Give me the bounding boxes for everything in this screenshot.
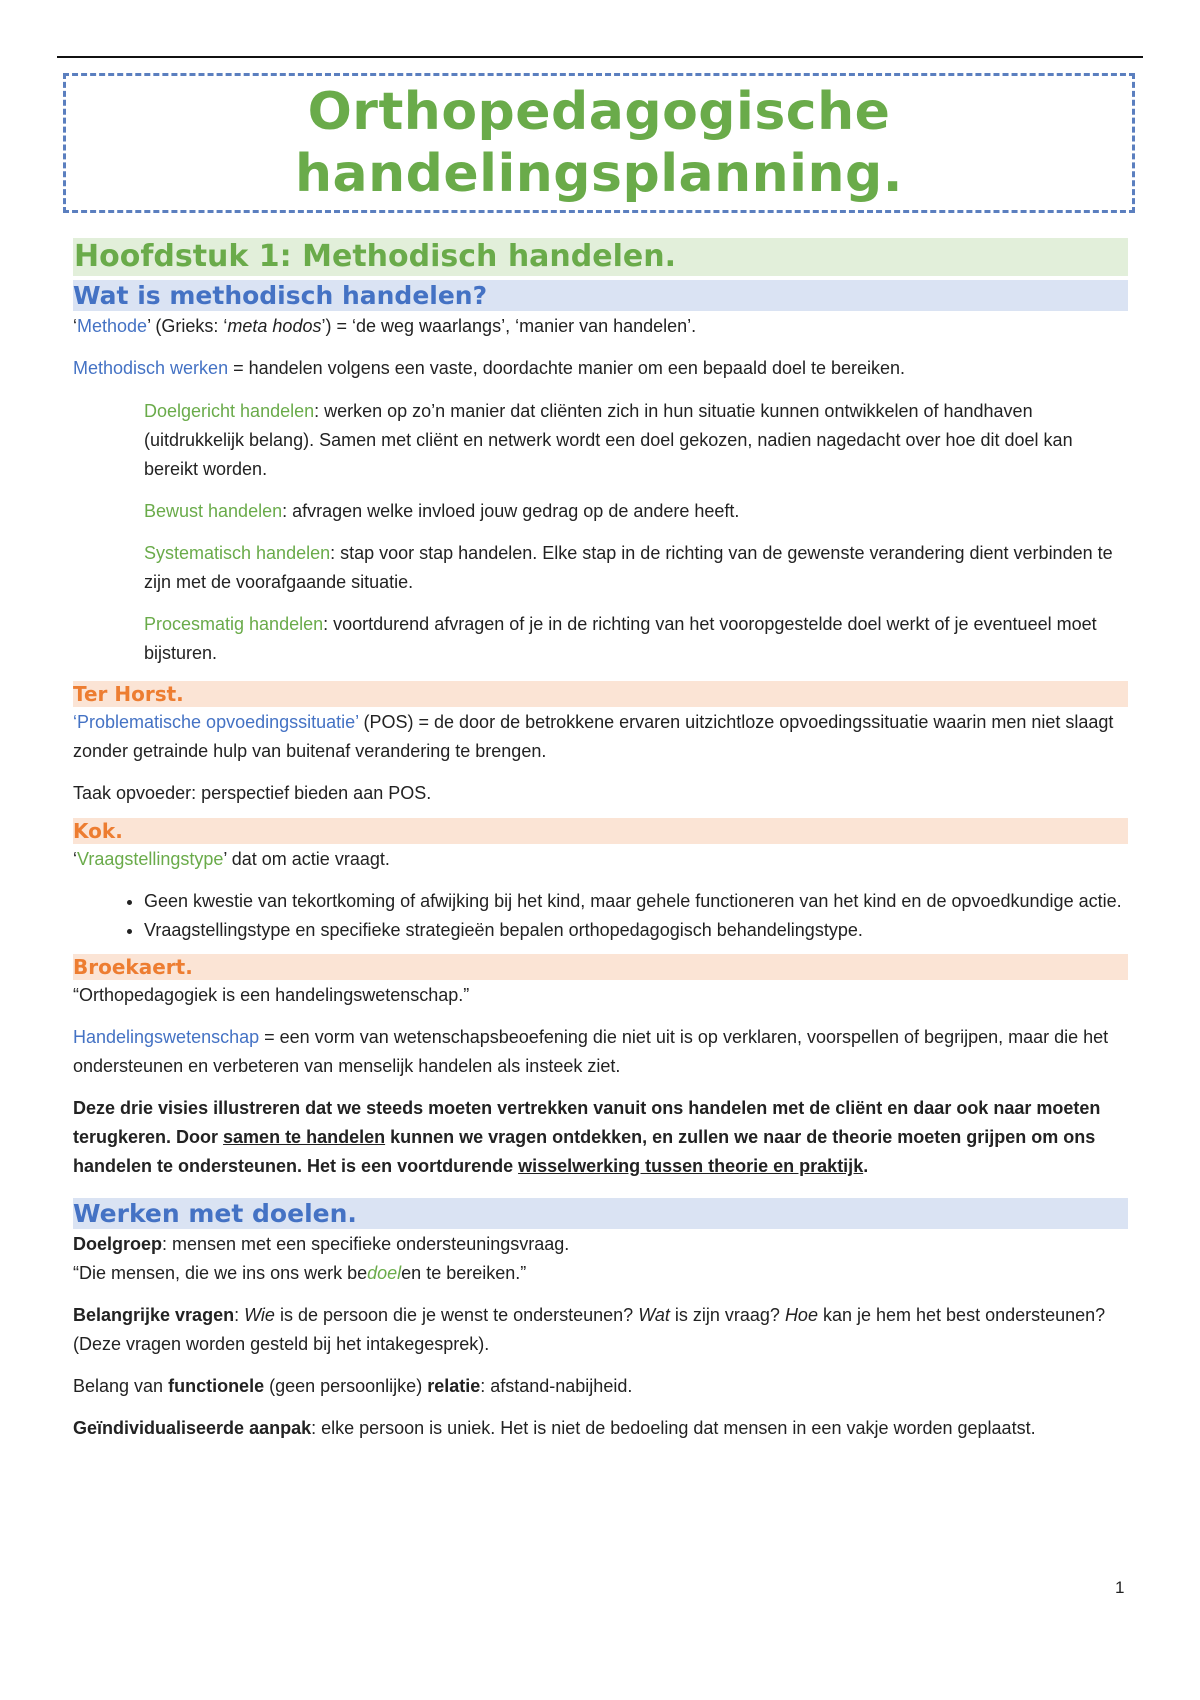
visies-summary-paragraph: Deze drie visies illustreren dat we steeds moeten vertrekken vanuit ons handelen met de cliënt en daar ook naar moeten terugkeren. Door samen te handelen kunnen we vragen ontdekken, en zullen we naar de theorie moeten grijpen om ons handelen te ondersteunen. Het is een voortdurende wisselwerking tussen theorie en praktijk. <box>73 1098 1101 1176</box>
title-box <box>63 73 1135 213</box>
pos-paragraph: ‘Problematische opvoedingssituatie’ (POS) = de door de betrokkene ervaren uitzichtloze opvoedingssituatie waarin men niet slaagt zonder getrainde hulp van buitenaf verandering te brengen. <box>73 712 1114 761</box>
handelingswetenschap-paragraph: Handelingswetenschap = een vorm van wetenschapsbeoefening die niet uit is op verklaren, voorspellen of begrijpen, maar die het ondersteunen en verbeteren van menselijk handelen als insteek ziet. <box>73 1027 1109 1076</box>
list-item-procesmatig: Procesmatig handelen: voortdurend afvragen of je in de richting van het vooropgestelde doel werkt of je eventueel moet bijsturen. <box>144 614 1097 663</box>
title-line-1: Orthopedagogische <box>307 82 891 142</box>
heading-broekaert: Broekaert. <box>73 954 1128 980</box>
list-item-doelgericht: Doelgericht handelen: werken op zo’n manier dat cliënten zich in hun situatie kunnen ontwikkelen of handhaven (uitdrukkelijk belang). Samen met cliënt en netwerk wordt een doel gekozen, nadien nagedacht over hoe dit doel kan bereikt worden. <box>144 401 1073 479</box>
title-line-2: handelingsplanning. <box>295 144 903 204</box>
aanpak-paragraph: Geïndividualiseerde aanpak: elke persoon is uniek. Het is niet de bedoeling dat mensen in een vakje worden geplaatst. <box>73 1418 1036 1438</box>
list-item: • Vraagstellingstype en specifieke strategieën bepalen orthopedagogisch behandelingstype. <box>144 916 1128 945</box>
doelgroep-paragraph: Doelgroep: mensen met een specifieke ondersteuningsvraag. <box>73 1234 570 1254</box>
list-item-systematisch: Systematisch handelen: stap voor stap handelen. Elke stap in de richting van de gewenste verandering dient verbinden te zijn met de voorafgaande situatie. <box>144 543 1113 592</box>
methodisch-werken-term: Methodisch werken <box>73 358 229 378</box>
heading-ter-horst: Ter Horst. <box>73 681 1128 707</box>
methode-term: Methode <box>77 316 148 336</box>
pos-term: ‘Problematische opvoedingssituatie’ <box>73 712 359 732</box>
list-item: • Geen kwestie van tekortkoming of afwijking bij het kind, maar gehele functioneren van het kind en de opvoedkundige actie. <box>144 887 1128 916</box>
chapter-heading: Hoofdstuk 1: Methodisch handelen. <box>73 238 1128 276</box>
kok-bullet-list <box>73 887 1128 945</box>
greek-term: meta hodos <box>227 316 322 336</box>
list-item-bewust: Bewust handelen: afvragen welke invloed jouw gedrag op de andere heeft. <box>144 501 740 521</box>
taak-paragraph: Taak opvoeder: perspectief bieden aan POS. <box>73 783 432 803</box>
section-heading-methodisch: Wat is methodisch handelen? <box>73 280 1128 311</box>
page-number: 1 <box>1115 1578 1125 1597</box>
belangrijke-vragen-paragraph: Belangrijke vragen: Wie is de persoon die je wenst te ondersteunen? Wat is zijn vraag? Hoe kan je hem het best ondersteunen? (Deze vragen worden gesteld bij het intakegesprek). <box>73 1305 1106 1354</box>
top-rule <box>57 56 1143 58</box>
doelen-quote: “Die mensen, die we ins ons werk bedoelen te bereiken.” <box>73 1263 527 1283</box>
heading-kok: Kok. <box>73 818 1128 844</box>
document-body <box>73 238 1128 1443</box>
methodisch-werken-paragraph: Methodisch werken = handelen volgens een vaste, doordachte manier om een bepaald doel te bereiken. <box>73 358 906 378</box>
broekaert-quote: “Orthopedagogiek is een handelingswetenschap.” <box>73 985 470 1005</box>
section-heading-doelen: Werken met doelen. <box>73 1198 1128 1229</box>
vraagstelling-term: Vraagstellingstype <box>77 849 224 869</box>
vraagstelling-paragraph: ‘Vraagstellingstype’ dat om actie vraagt. <box>73 849 390 869</box>
relatie-paragraph: Belang van functionele (geen persoonlijke) relatie: afstand-nabijheid. <box>73 1376 633 1396</box>
methode-paragraph: ‘Methode’ (Grieks: ‘meta hodos’) = ‘de weg waarlangs’, ‘manier van handelen’. <box>73 316 697 336</box>
handelingswetenschap-term: Handelingswetenschap <box>73 1027 260 1047</box>
